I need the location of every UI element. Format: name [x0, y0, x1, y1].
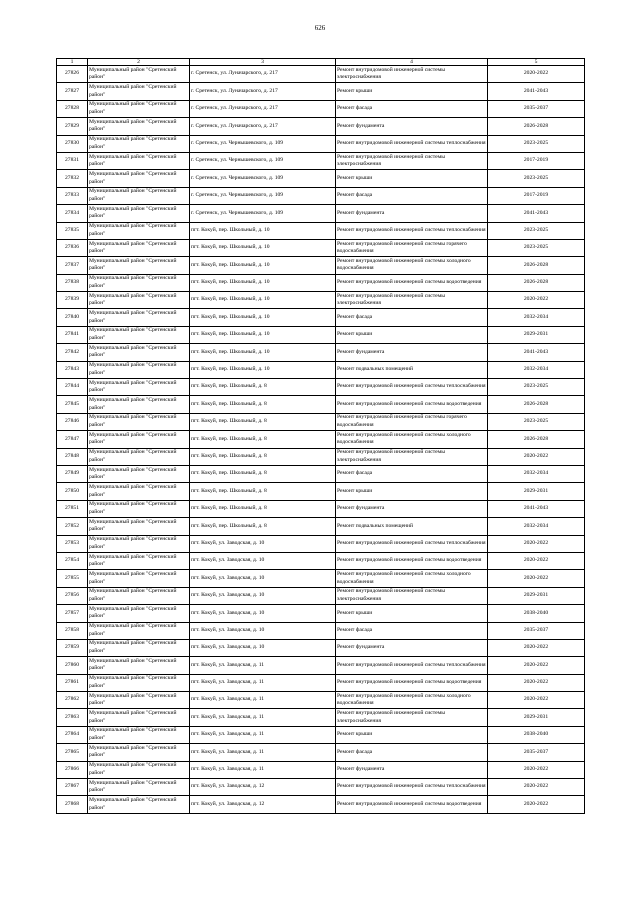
table-row — [57, 100, 585, 117]
table-row — [57, 657, 585, 674]
cell-address: пгт. Кокуй, пер. Школьный, д. 10 — [190, 326, 336, 343]
cell-municipality: Муниципальный район "Сретенский район" — [88, 205, 190, 222]
cell-number: 27844 — [57, 379, 88, 396]
cell-period: 2017-2019 — [488, 152, 585, 169]
cell-number: 27858 — [57, 622, 88, 639]
cell-municipality: Муниципальный район "Сретенский район" — [88, 257, 190, 274]
cell-municipality: Муниципальный район "Сретенский район" — [88, 552, 190, 569]
cell-work-type: Ремонт фундамента — [336, 205, 488, 222]
cell-period: 2023-2025 — [488, 413, 585, 430]
cell-address: пгт. Кокуй, ул. Заводская, д. 10 — [190, 535, 336, 552]
cell-address: пгт. Кокуй, пер. Школьный, д. 10 — [190, 274, 336, 291]
cell-work-type: Ремонт внутридомовой инженерной системы холодного водоснабжения — [336, 570, 488, 587]
cell-address: пгт. Кокуй, ул. Заводская, д. 11 — [190, 744, 336, 761]
cell-work-type: Ремонт внутридомовой инженерной системы электроснабжения — [336, 66, 488, 83]
cell-number: 27846 — [57, 413, 88, 430]
cell-municipality: Муниципальный район "Сретенский район" — [88, 587, 190, 604]
cell-number: 27863 — [57, 709, 88, 726]
cell-address: пгт. Кокуй, пер. Школьный, д. 10 — [190, 292, 336, 309]
cell-address: г. Сретенск, ул. Луначарского, д. 217 — [190, 100, 336, 117]
cell-work-type: Ремонт внутридомовой инженерной системы горячего водоснабжения — [336, 413, 488, 430]
cell-address: пгт. Кокуй, ул. Заводская, д. 10 — [190, 570, 336, 587]
cell-period: 2029-2031 — [488, 483, 585, 500]
cell-address: г. Сретенск, ул. Чернышевского, д. 109 — [190, 205, 336, 222]
cell-address: пгт. Кокуй, пер. Школьный, д. 8 — [190, 500, 336, 517]
cell-work-type: Ремонт внутридомовой инженерной системы теплоснабжения — [336, 779, 488, 796]
cell-work-type: Ремонт крыши — [336, 326, 488, 343]
table-row — [57, 709, 585, 726]
cell-work-type: Ремонт внутридомовой инженерной системы холодного водоснабжения — [336, 431, 488, 448]
cell-period: 2035-2037 — [488, 744, 585, 761]
table-row — [57, 292, 585, 309]
cell-period: 2023-2025 — [488, 379, 585, 396]
cell-work-type: Ремонт внутридомовой инженерной системы водоотведения — [336, 274, 488, 291]
cell-municipality: Муниципальный район "Сретенский район" — [88, 118, 190, 135]
cell-period: 2020-2022 — [488, 535, 585, 552]
cell-work-type: Ремонт фасада — [336, 309, 488, 326]
page-number: 626 — [314, 24, 326, 32]
cell-period: 2041-2043 — [488, 83, 585, 100]
cell-address: пгт. Кокуй, пер. Школьный, д. 10 — [190, 344, 336, 361]
cell-work-type: Ремонт крыши — [336, 726, 488, 743]
cell-address: пгт. Кокуй, ул. Заводская, д. 11 — [190, 709, 336, 726]
cell-work-type: Ремонт внутридомовой инженерной системы теплоснабжения — [336, 135, 488, 152]
cell-municipality: Муниципальный район "Сретенский район" — [88, 292, 190, 309]
table-row — [57, 361, 585, 378]
cell-period: 2038-2040 — [488, 605, 585, 622]
table-row — [57, 726, 585, 743]
cell-municipality: Муниципальный район "Сретенский район" — [88, 622, 190, 639]
cell-work-type: Ремонт крыши — [336, 170, 488, 187]
cell-work-type: Ремонт фасада — [336, 744, 488, 761]
cell-period: 2020-2022 — [488, 796, 585, 813]
table-row — [57, 309, 585, 326]
cell-period: 2020-2022 — [488, 657, 585, 674]
table-row — [57, 239, 585, 256]
cell-address: пгт. Кокуй, ул. Заводская, д. 10 — [190, 552, 336, 569]
cell-period: 2029-2031 — [488, 709, 585, 726]
cell-period: 2020-2022 — [488, 761, 585, 778]
cell-number: 27838 — [57, 274, 88, 291]
cell-period: 2032-2034 — [488, 518, 585, 535]
cell-number: 27852 — [57, 518, 88, 535]
cell-work-type: Ремонт фасада — [336, 100, 488, 117]
cell-address: пгт. Кокуй, ул. Заводская, д. 12 — [190, 779, 336, 796]
table-row — [57, 83, 585, 100]
table-row — [57, 326, 585, 343]
column-number-4: 4 — [336, 59, 488, 66]
table-row — [57, 66, 585, 83]
cell-work-type: Ремонт фундамента — [336, 639, 488, 656]
cell-address: г. Сретенск, ул. Чернышевского, д. 109 — [190, 152, 336, 169]
cell-address: г. Сретенск, ул. Луначарского, д. 217 — [190, 83, 336, 100]
cell-municipality: Муниципальный район "Сретенский район" — [88, 344, 190, 361]
table-row — [57, 396, 585, 413]
table-row — [57, 639, 585, 656]
cell-period: 2029-2031 — [488, 326, 585, 343]
column-number-1: 1 — [57, 59, 88, 66]
cell-municipality: Муниципальный район "Сретенский район" — [88, 465, 190, 482]
cell-work-type: Ремонт фундамента — [336, 118, 488, 135]
cell-period: 2020-2022 — [488, 674, 585, 691]
cell-number: 27862 — [57, 692, 88, 709]
table-row — [57, 535, 585, 552]
cell-address: г. Сретенск, ул. Чернышевского, д. 109 — [190, 187, 336, 204]
cell-address: пгт. Кокуй, пер. Школьный, д. 10 — [190, 239, 336, 256]
cell-municipality: Муниципальный район "Сретенский район" — [88, 744, 190, 761]
cell-address: пгт. Кокуй, пер. Школьный, д. 10 — [190, 309, 336, 326]
cell-period: 2026-2028 — [488, 118, 585, 135]
cell-period: 2026-2028 — [488, 274, 585, 291]
cell-number: 27847 — [57, 431, 88, 448]
table-row — [57, 152, 585, 169]
cell-period: 2038-2040 — [488, 726, 585, 743]
cell-number: 27856 — [57, 587, 88, 604]
cell-work-type: Ремонт внутридомовой инженерной системы водоотведения — [336, 396, 488, 413]
table-row — [57, 465, 585, 482]
cell-number: 27836 — [57, 239, 88, 256]
cell-address: пгт. Кокуй, ул. Заводская, д. 12 — [190, 796, 336, 813]
table-row — [57, 170, 585, 187]
cell-municipality: Муниципальный район "Сретенский район" — [88, 100, 190, 117]
cell-work-type: Ремонт внутридомовой инженерной системы водоотведения — [336, 552, 488, 569]
registry-table-body — [57, 59, 585, 814]
cell-address: пгт. Кокуй, пер. Школьный, д. 10 — [190, 257, 336, 274]
table-row — [57, 448, 585, 465]
cell-period: 2023-2025 — [488, 170, 585, 187]
cell-number: 27868 — [57, 796, 88, 813]
table-row — [57, 692, 585, 709]
cell-number: 27835 — [57, 222, 88, 239]
cell-municipality: Муниципальный район "Сретенский район" — [88, 135, 190, 152]
column-number-row — [57, 59, 585, 66]
cell-number: 27867 — [57, 779, 88, 796]
table-row — [57, 187, 585, 204]
table-row — [57, 587, 585, 604]
table-row — [57, 205, 585, 222]
cell-number: 27850 — [57, 483, 88, 500]
cell-municipality: Муниципальный район "Сретенский район" — [88, 152, 190, 169]
cell-address: пгт. Кокуй, пер. Школьный, д. 8 — [190, 448, 336, 465]
cell-number: 27854 — [57, 552, 88, 569]
cell-address: пгт. Кокуй, ул. Заводская, д. 10 — [190, 605, 336, 622]
cell-municipality: Муниципальный район "Сретенский район" — [88, 222, 190, 239]
cell-work-type: Ремонт внутридомовой инженерной системы холодного водоснабжения — [336, 257, 488, 274]
cell-work-type: Ремонт фундамента — [336, 500, 488, 517]
cell-municipality: Муниципальный район "Сретенский район" — [88, 761, 190, 778]
table-row — [57, 761, 585, 778]
cell-municipality: Муниципальный район "Сретенский район" — [88, 605, 190, 622]
table-row — [57, 431, 585, 448]
cell-number: 27834 — [57, 205, 88, 222]
cell-work-type: Ремонт внутридомовой инженерной системы водоотведения — [336, 674, 488, 691]
cell-work-type: Ремонт фасада — [336, 187, 488, 204]
cell-municipality: Муниципальный район "Сретенский район" — [88, 709, 190, 726]
cell-number: 27830 — [57, 135, 88, 152]
cell-period: 2029-2031 — [488, 587, 585, 604]
cell-municipality: Муниципальный район "Сретенский район" — [88, 500, 190, 517]
cell-address: пгт. Кокуй, ул. Заводская, д. 11 — [190, 726, 336, 743]
cell-municipality: Муниципальный район "Сретенский район" — [88, 483, 190, 500]
cell-number: 27848 — [57, 448, 88, 465]
cell-municipality: Муниципальный район "Сретенский район" — [88, 639, 190, 656]
cell-number: 27853 — [57, 535, 88, 552]
cell-period: 2023-2025 — [488, 135, 585, 152]
cell-municipality: Муниципальный район "Сретенский район" — [88, 170, 190, 187]
cell-period: 2041-2043 — [488, 205, 585, 222]
cell-period: 2020-2022 — [488, 292, 585, 309]
cell-municipality: Муниципальный район "Сретенский район" — [88, 535, 190, 552]
cell-work-type: Ремонт подвальных помещений — [336, 518, 488, 535]
cell-address: г. Сретенск, ул. Чернышевского, д. 109 — [190, 135, 336, 152]
table-row — [57, 274, 585, 291]
cell-period: 2020-2022 — [488, 570, 585, 587]
cell-work-type: Ремонт внутридомовой инженерной системы электроснабжения — [336, 709, 488, 726]
cell-number: 27843 — [57, 361, 88, 378]
table-row — [57, 257, 585, 274]
cell-municipality: Муниципальный район "Сретенский район" — [88, 379, 190, 396]
cell-period: 2023-2025 — [488, 222, 585, 239]
cell-period: 2035-2037 — [488, 100, 585, 117]
cell-work-type: Ремонт внутридомовой инженерной системы теплоснабжения — [336, 222, 488, 239]
table-row — [57, 779, 585, 796]
cell-work-type: Ремонт подвальных помещений — [336, 361, 488, 378]
column-number-2: 2 — [88, 59, 190, 66]
cell-address: пгт. Кокуй, пер. Школьный, д. 8 — [190, 379, 336, 396]
cell-municipality: Муниципальный район "Сретенский район" — [88, 239, 190, 256]
cell-municipality: Муниципальный район "Сретенский район" — [88, 796, 190, 813]
cell-number: 27828 — [57, 100, 88, 117]
cell-work-type: Ремонт внутридомовой инженерной системы электроснабжения — [336, 292, 488, 309]
cell-number: 27845 — [57, 396, 88, 413]
cell-period: 2032-2034 — [488, 309, 585, 326]
cell-number: 27855 — [57, 570, 88, 587]
cell-address: пгт. Кокуй, пер. Школьный, д. 8 — [190, 413, 336, 430]
table-row — [57, 744, 585, 761]
cell-work-type: Ремонт внутридомовой инженерной системы электроснабжения — [336, 587, 488, 604]
cell-number: 27839 — [57, 292, 88, 309]
cell-number: 27827 — [57, 83, 88, 100]
cell-address: пгт. Кокуй, пер. Школьный, д. 8 — [190, 518, 336, 535]
cell-municipality: Муниципальный район "Сретенский район" — [88, 326, 190, 343]
cell-work-type: Ремонт крыши — [336, 483, 488, 500]
cell-number: 27859 — [57, 639, 88, 656]
cell-period: 2020-2022 — [488, 639, 585, 656]
cell-period: 2020-2022 — [488, 448, 585, 465]
table-row — [57, 796, 585, 813]
cell-address: г. Сретенск, ул. Луначарского, д. 217 — [190, 66, 336, 83]
cell-work-type: Ремонт фундамента — [336, 761, 488, 778]
cell-work-type: Ремонт внутридомовой инженерной системы электроснабжения — [336, 152, 488, 169]
column-number-5: 5 — [488, 59, 585, 66]
cell-address: пгт. Кокуй, пер. Школьный, д. 8 — [190, 483, 336, 500]
table-row — [57, 413, 585, 430]
cell-number: 27831 — [57, 152, 88, 169]
cell-period: 2026-2028 — [488, 431, 585, 448]
cell-period: 2023-2025 — [488, 239, 585, 256]
cell-work-type: Ремонт внутридомовой инженерной системы теплоснабжения — [336, 657, 488, 674]
table-row — [57, 118, 585, 135]
cell-period: 2020-2022 — [488, 552, 585, 569]
cell-work-type: Ремонт внутридомовой инженерной системы теплоснабжения — [336, 535, 488, 552]
cell-address: г. Сретенск, ул. Чернышевского, д. 109 — [190, 170, 336, 187]
cell-period: 2035-2037 — [488, 622, 585, 639]
cell-address: пгт. Кокуй, ул. Заводская, д. 11 — [190, 761, 336, 778]
cell-municipality: Муниципальный район "Сретенский район" — [88, 187, 190, 204]
cell-period: 2041-2043 — [488, 500, 585, 517]
cell-number: 27849 — [57, 465, 88, 482]
column-number-3: 3 — [190, 59, 336, 66]
cell-municipality: Муниципальный район "Сретенский район" — [88, 448, 190, 465]
cell-period: 2026-2028 — [488, 396, 585, 413]
cell-work-type: Ремонт внутридомовой инженерной системы горячего водоснабжения — [336, 239, 488, 256]
cell-work-type: Ремонт внутридомовой инженерной системы теплоснабжения — [336, 379, 488, 396]
cell-work-type: Ремонт крыши — [336, 83, 488, 100]
cell-municipality: Муниципальный район "Сретенский район" — [88, 413, 190, 430]
cell-number: 27865 — [57, 744, 88, 761]
table-row — [57, 605, 585, 622]
cell-address: пгт. Кокуй, ул. Заводская, д. 11 — [190, 692, 336, 709]
cell-work-type: Ремонт внутридомовой инженерной системы холодного водоснабжения — [336, 692, 488, 709]
cell-municipality: Муниципальный район "Сретенский район" — [88, 692, 190, 709]
cell-number: 27842 — [57, 344, 88, 361]
table-row — [57, 570, 585, 587]
table-row — [57, 344, 585, 361]
cell-work-type: Ремонт фасада — [336, 622, 488, 639]
cell-municipality: Муниципальный район "Сретенский район" — [88, 431, 190, 448]
cell-number: 27860 — [57, 657, 88, 674]
cell-number: 27832 — [57, 170, 88, 187]
table-row — [57, 135, 585, 152]
cell-period: 2020-2022 — [488, 66, 585, 83]
cell-address: пгт. Кокуй, пер. Школьный, д. 8 — [190, 465, 336, 482]
cell-work-type: Ремонт фундамента — [336, 344, 488, 361]
table-row — [57, 483, 585, 500]
cell-address: пгт. Кокуй, пер. Школьный, д. 10 — [190, 222, 336, 239]
cell-number: 27826 — [57, 66, 88, 83]
cell-municipality: Муниципальный район "Сретенский район" — [88, 309, 190, 326]
table-row — [57, 674, 585, 691]
cell-municipality: Муниципальный район "Сретенский район" — [88, 657, 190, 674]
table-row — [57, 622, 585, 639]
cell-period: 2032-2034 — [488, 465, 585, 482]
cell-municipality: Муниципальный район "Сретенский район" — [88, 274, 190, 291]
cell-municipality: Муниципальный район "Сретенский район" — [88, 361, 190, 378]
cell-period: 2017-2019 — [488, 187, 585, 204]
cell-work-type: Ремонт внутридомовой инженерной системы водоотведения — [336, 796, 488, 813]
cell-address: пгт. Кокуй, ул. Заводская, д. 11 — [190, 674, 336, 691]
cell-address: пгт. Кокуй, ул. Заводская, д. 10 — [190, 639, 336, 656]
cell-number: 27837 — [57, 257, 88, 274]
cell-municipality: Муниципальный район "Сретенский район" — [88, 66, 190, 83]
cell-period: 2041-2043 — [488, 344, 585, 361]
cell-number: 27841 — [57, 326, 88, 343]
cell-period: 2026-2028 — [488, 257, 585, 274]
cell-work-type: Ремонт внутридомовой инженерной системы электроснабжения — [336, 448, 488, 465]
cell-address: пгт. Кокуй, ул. Заводская, д. 10 — [190, 622, 336, 639]
cell-address: пгт. Кокуй, пер. Школьный, д. 8 — [190, 396, 336, 413]
cell-period: 2032-2034 — [488, 361, 585, 378]
cell-municipality: Муниципальный район "Сретенский район" — [88, 396, 190, 413]
cell-work-type: Ремонт крыши — [336, 605, 488, 622]
cell-address: пгт. Кокуй, пер. Школьный, д. 10 — [190, 361, 336, 378]
cell-number: 27857 — [57, 605, 88, 622]
table-row — [57, 552, 585, 569]
cell-number: 27861 — [57, 674, 88, 691]
cell-address: пгт. Кокуй, пер. Школьный, д. 8 — [190, 431, 336, 448]
registry-table — [56, 58, 585, 814]
cell-number: 27840 — [57, 309, 88, 326]
cell-period: 2020-2022 — [488, 692, 585, 709]
cell-number: 27833 — [57, 187, 88, 204]
cell-address: г. Сретенск, ул. Луначарского, д. 217 — [190, 118, 336, 135]
cell-municipality: Муниципальный район "Сретенский район" — [88, 570, 190, 587]
cell-number: 27864 — [57, 726, 88, 743]
table-row — [57, 379, 585, 396]
cell-address: пгт. Кокуй, ул. Заводская, д. 11 — [190, 657, 336, 674]
cell-number: 27829 — [57, 118, 88, 135]
cell-work-type: Ремонт фасада — [336, 465, 488, 482]
cell-period: 2020-2022 — [488, 779, 585, 796]
table-row — [57, 500, 585, 517]
cell-municipality: Муниципальный район "Сретенский район" — [88, 83, 190, 100]
cell-municipality: Муниципальный район "Сретенский район" — [88, 779, 190, 796]
cell-municipality: Муниципальный район "Сретенский район" — [88, 726, 190, 743]
cell-number: 27866 — [57, 761, 88, 778]
table-row — [57, 222, 585, 239]
table-row — [57, 518, 585, 535]
cell-municipality: Муниципальный район "Сретенский район" — [88, 518, 190, 535]
cell-number: 27851 — [57, 500, 88, 517]
cell-address: пгт. Кокуй, ул. Заводская, д. 10 — [190, 587, 336, 604]
cell-municipality: Муниципальный район "Сретенский район" — [88, 674, 190, 691]
